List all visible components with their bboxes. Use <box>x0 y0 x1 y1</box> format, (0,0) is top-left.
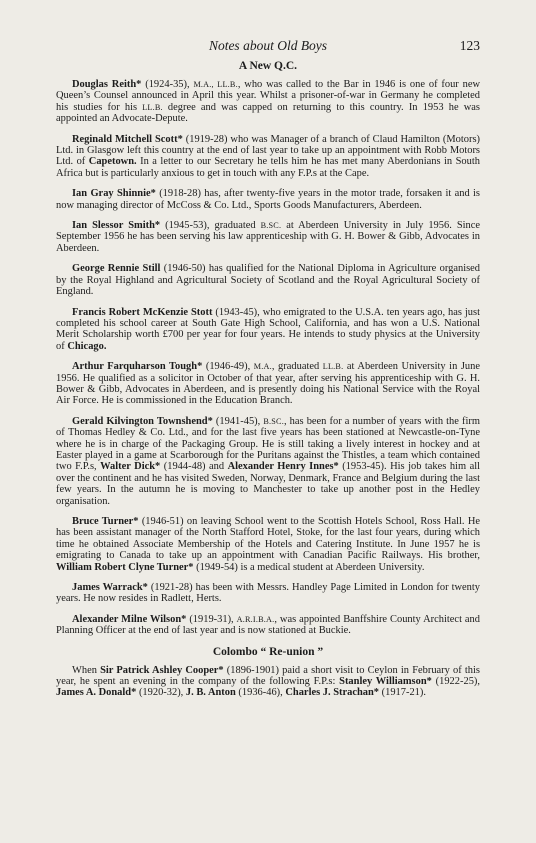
text-run: (1922-25), <box>431 676 480 688</box>
person-name: Sir Patrick Ashley Cooper* <box>100 664 224 676</box>
text-run: (1918-28) has, after twenty-five years in the motor trade, forsaken it and is now managing director of McCoss & Co. Ltd., Sports Goods Manufacturers, Aberdeen. <box>56 188 480 211</box>
degree-abbrev: M.A., LL.B. <box>193 80 238 89</box>
text-run: at Aberdeen University in June 1956. He qualified as a solicitor in October of that year, after serving his apprenticeship with G. H. Bower & Gibb, Advocates in Aberdeen, and is presently doing his National Service with the Royal Air Force. He is commissioned in the Education Branch. <box>56 361 480 407</box>
text-run: (1944-48) and <box>160 461 228 473</box>
text-run: , was appointed Banffshire County Architect and Planning Officer at the end of last year and is now stationed at Buckie. <box>56 613 480 637</box>
entry-paragraph <box>56 582 480 605</box>
page-number: 123 <box>459 38 480 53</box>
person-name: George Rennie Still <box>72 263 161 275</box>
entry-paragraph <box>56 79 480 125</box>
text-run: (1946-49), <box>202 361 254 373</box>
person-name: Capetown. <box>88 156 137 168</box>
person-name: J. B. Anton <box>185 687 236 699</box>
degree-abbrev: B.SC. <box>260 221 282 231</box>
person-name: Chicago. <box>67 340 107 352</box>
text-run: , has been for a number of years with the firm of Thomas Hedley & Co. Ltd., and for the last five years has been stationed at Newcastle-on-Tyne where he is in charge of the Packaging Group. He is still taking a lively interest in hockey and at Easter played in a game at Scarborough for the Puritans against the Thistles, a team which contained two F.P.s, <box>56 415 480 473</box>
text-run: (1924-35), <box>141 79 194 90</box>
person-name: James A. Donald* <box>56 687 137 699</box>
person-name: Francis Robert McKenzie Stott <box>72 306 213 318</box>
text-run: (1946-50) has qualified for the National Diploma in Agriculture organised by the Royal Highland and Agricultural Society of Scotland and the Royal Agricultural Society of England. <box>56 263 481 298</box>
person-name: Bruce Turner* <box>72 516 139 527</box>
running-title: Notes about Old Boys <box>208 38 328 53</box>
entry-paragraph <box>56 614 480 637</box>
text-run: at Aberdeen University in July 1956. Since September 1956 he has been serving his law apprenticeship with G. H. Bower & Gibb, Advocates in Aberdeen. <box>56 220 481 254</box>
person-name: Gerald Kilvington Townshend* <box>72 415 213 427</box>
person-name: Douglas Reith* <box>72 79 142 90</box>
person-name: Walter Dick* <box>100 461 161 473</box>
entry-paragraph <box>56 307 480 353</box>
text-run: (1920-32), <box>136 687 186 699</box>
entry-paragraph <box>56 516 480 573</box>
entry-paragraph <box>56 220 480 254</box>
person-name: Alexander Henry Innes* <box>227 461 339 473</box>
degree-abbrev: LL.B. <box>322 362 344 372</box>
text-run: , who was called to the Bar in 1946 is one of four new Queen’s Counsel announced in April this year. Whilst a prisoner-of-war in Germany he completed his studies for his <box>56 79 481 113</box>
degree-abbrev: M.A. <box>253 362 272 372</box>
degree-abbrev: A.R.I.B.A. <box>236 614 275 624</box>
degree-abbrev: LL.B. <box>142 102 163 112</box>
entry-paragraph <box>56 188 480 211</box>
text-run: (1917-21). <box>379 687 426 699</box>
section-heading: A New Q.C. <box>238 60 298 72</box>
text-run: When <box>72 664 101 676</box>
page-header <box>56 38 480 56</box>
text-run: degree and was capped on returning to this country. In 1953 he was appointed an Advocate-Depute. <box>56 101 480 125</box>
entry-paragraph <box>56 361 480 407</box>
person-name: Stanley Williamson* <box>339 676 432 688</box>
text-run: , graduated <box>271 361 323 373</box>
text-run: (1953-45). His job takes him all over the continent and he has visited Sweden, Norway, Denmark, France and Belgium during the last few years. In the autumn he is moving to Manchester to take up another post in the Hedley organisation. <box>56 461 480 507</box>
person-name: Alexander Milne Wilson* <box>72 613 187 625</box>
text-run: (1946-51) on leaving School went to the Scottish Hotels School, Ross Hall. He has been assistant manager of the North Stafford Hotel, Stoke, for the last four years, during which time he obtained Associate Membership of the Hotels and Catering Institute. In June 1957 he is emigrating to Canada to take up an appointment with Canadian Pacific Railways. His brother, <box>56 516 480 562</box>
entry-paragraph <box>56 263 480 297</box>
text-run: (1919-31), <box>186 613 237 625</box>
person-name: Ian Slessor Smith* <box>72 220 161 232</box>
person-name: Reginald Mitchell Scott* <box>72 133 183 145</box>
text-run: In a letter to our Secretary he tells him he has met many Aberdonians in South Africa but is particularly anxious to get in touch with any F.P.s at the Cape. <box>56 156 480 179</box>
text-run: (1921-28) has been with Messrs. Handley Page Limited in London for twenty years. He now resides in Radlett, Herts. <box>56 582 480 605</box>
text-run: (1936-46), <box>235 687 286 699</box>
section-new-qc <box>56 60 480 637</box>
person-name: Ian Gray Shinnie* <box>72 188 156 200</box>
person-name: Charles J. Strachan* <box>285 687 380 699</box>
section-heading: Colombo “ Re-union ” <box>212 645 324 658</box>
person-name: James Warrack* <box>72 582 148 594</box>
degree-abbrev: B.SC. <box>263 416 284 426</box>
text-run: (1896-1901) paid a short visit to Ceylon in February of this year, he spent an evening in the company of the following F.P.s: <box>56 664 480 688</box>
text-run: (1949-54) is a medical student at Aberdeen University. <box>193 561 425 573</box>
person-name: William Robert Clyne Turner* <box>56 561 194 573</box>
text-run: (1941-45), <box>212 415 264 427</box>
entry-paragraph <box>56 416 480 507</box>
entry-paragraph <box>56 134 480 180</box>
person-name: Arthur Farquharson Tough* <box>72 361 203 373</box>
text-run: (1945-53), graduated <box>160 220 261 232</box>
text-run: (1943-45), who emigrated to the U.S.A. ten years ago, has just completed his school career at South Gate High School, California, and has won a U.S. National Merit Scholarship worth £700 per year for four years. He intends to study physics at the University of <box>56 306 480 352</box>
article-body <box>56 60 480 708</box>
section-colombo-reunion <box>56 646 480 699</box>
text-run: (1919-28) who was Manager of a branch of Claud Hamilton (Motors) Ltd. in Glasgow left this country at the end of last year to take up an appointment with Robb Motors Ltd. of <box>56 133 480 168</box>
entry-paragraph <box>56 665 480 699</box>
